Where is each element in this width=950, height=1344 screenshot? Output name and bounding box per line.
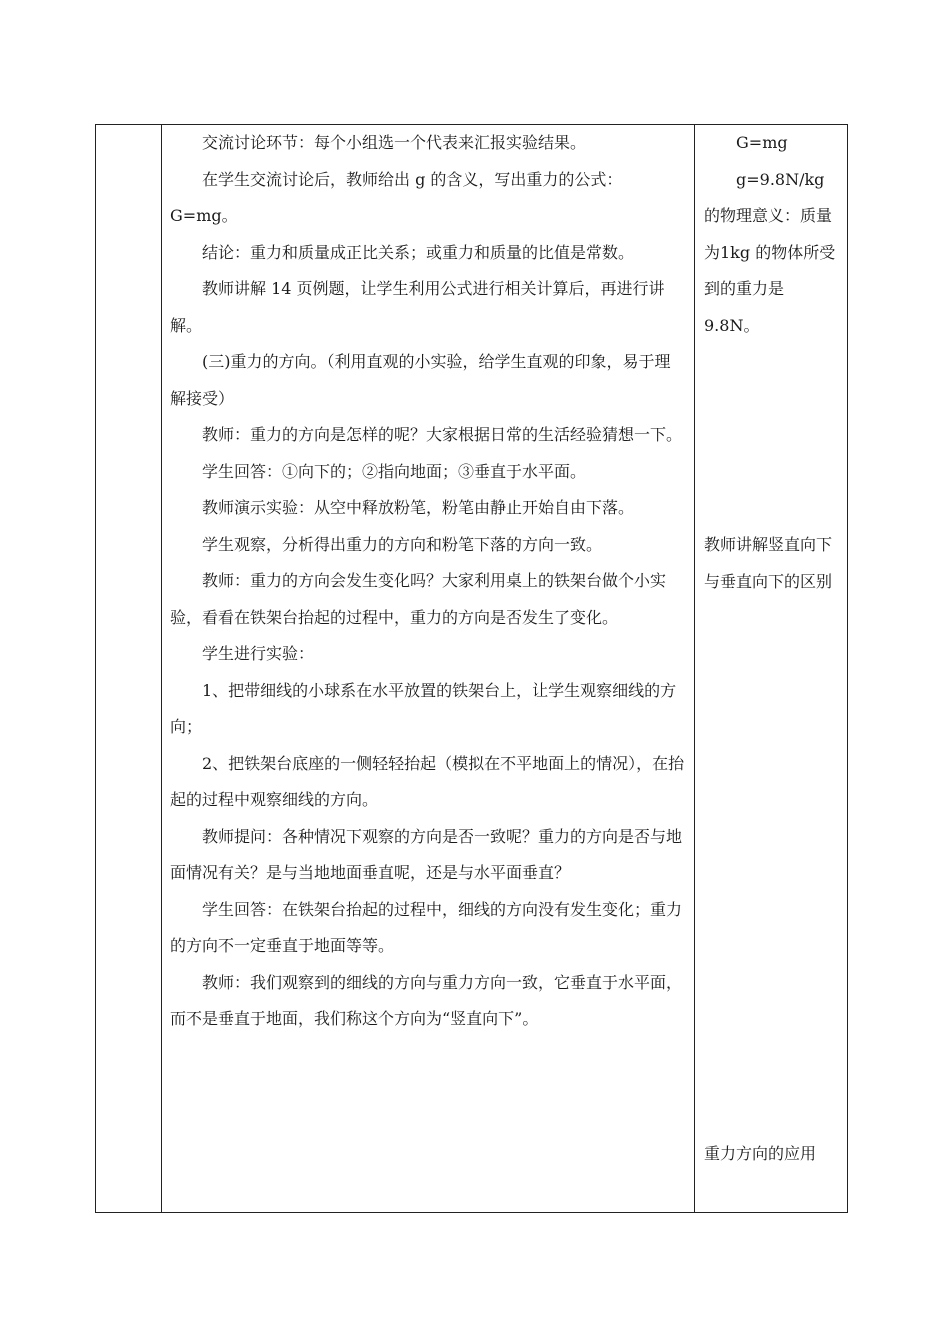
paragraph: 学生观察，分析得出重力的方向和粉笔下落的方向一致。 xyxy=(202,534,603,554)
application-note-text: 重力方向的应用 xyxy=(704,1144,817,1163)
paragraph: 教师讲解 14 页例题，让学生利用公式进行相关计算后，再进行讲解。 xyxy=(170,279,665,335)
formula-note xyxy=(704,125,841,344)
g-meaning-text: g=9.8N/kg 的物理意义：质量为1kg 的物体所受到的重力是 9.8N。 xyxy=(704,169,836,335)
vertical-note-text: 教师讲解竖直向下与垂直向下的区别 xyxy=(704,535,833,591)
paragraph: 在学生交流讨论后，教师给出 g 的含义，写出重力的公式：G=mg。 xyxy=(170,169,623,225)
paragraph: 教师：重力的方向是怎样的呢？大家根据日常的生活经验猜想一下。 xyxy=(202,425,683,444)
table-row xyxy=(96,125,848,1213)
paragraph: 教师：我们观察到的细线的方向与重力方向一致，它垂直于水平面，而不是垂直于地面，我们称这个方向为“竖直向下”。 xyxy=(170,972,683,1028)
left-empty-cell xyxy=(96,125,162,1213)
side-notes xyxy=(695,125,847,1212)
paragraph: 教师：重力的方向会发生变化吗？大家利用桌上的铁架台做个小实验，看看在铁架台抬起的过程中，重力的方向是否发生了变化。 xyxy=(170,571,667,627)
main-text xyxy=(162,125,694,1038)
formula-text: G=mg xyxy=(736,133,788,152)
vertical-direction-note xyxy=(704,527,841,600)
paragraph: 交流讨论环节：每个小组选一个代表来汇报实验结果。 xyxy=(202,133,587,152)
paragraph: 教师演示实验：从空中释放粉笔，粉笔由静止开始自由下落。 xyxy=(202,498,635,517)
paragraph: 学生进行实验： xyxy=(202,644,315,663)
design-intent-cell xyxy=(695,125,848,1213)
paragraph: 学生回答：①向下的；②指向地面；③垂直于水平面。 xyxy=(202,461,587,481)
application-note xyxy=(704,1136,841,1173)
teaching-process-cell xyxy=(162,125,695,1213)
paragraph: 结论：重力和质量成正比关系；或重力和质量的比值是常数。 xyxy=(202,242,635,262)
paragraph: 教师提问：各种情况下观察的方向是否一致呢？重力的方向是否与地面情况有关？是与当地地面垂直呢，还是与水平面垂直？ xyxy=(170,826,683,882)
paragraph: 学生回答：在铁架台抬起的过程中，细线的方向没有发生变化；重力的方向不一定垂直于地面等等。 xyxy=(170,899,683,955)
lesson-table xyxy=(95,124,848,1213)
paragraph: 2、把铁架台底座的一侧轻轻抬起（模拟在不平地面上的情况），在抬起的过程中观察细线的方向。 xyxy=(170,753,685,809)
paragraph: 1、把带细线的小球系在水平放置的铁架台上，让学生观察细线的方向； xyxy=(170,680,677,736)
paragraph: (三)重力的方向。（利用直观的小实验，给学生直观的印象，易于理解接受） xyxy=(170,352,671,408)
